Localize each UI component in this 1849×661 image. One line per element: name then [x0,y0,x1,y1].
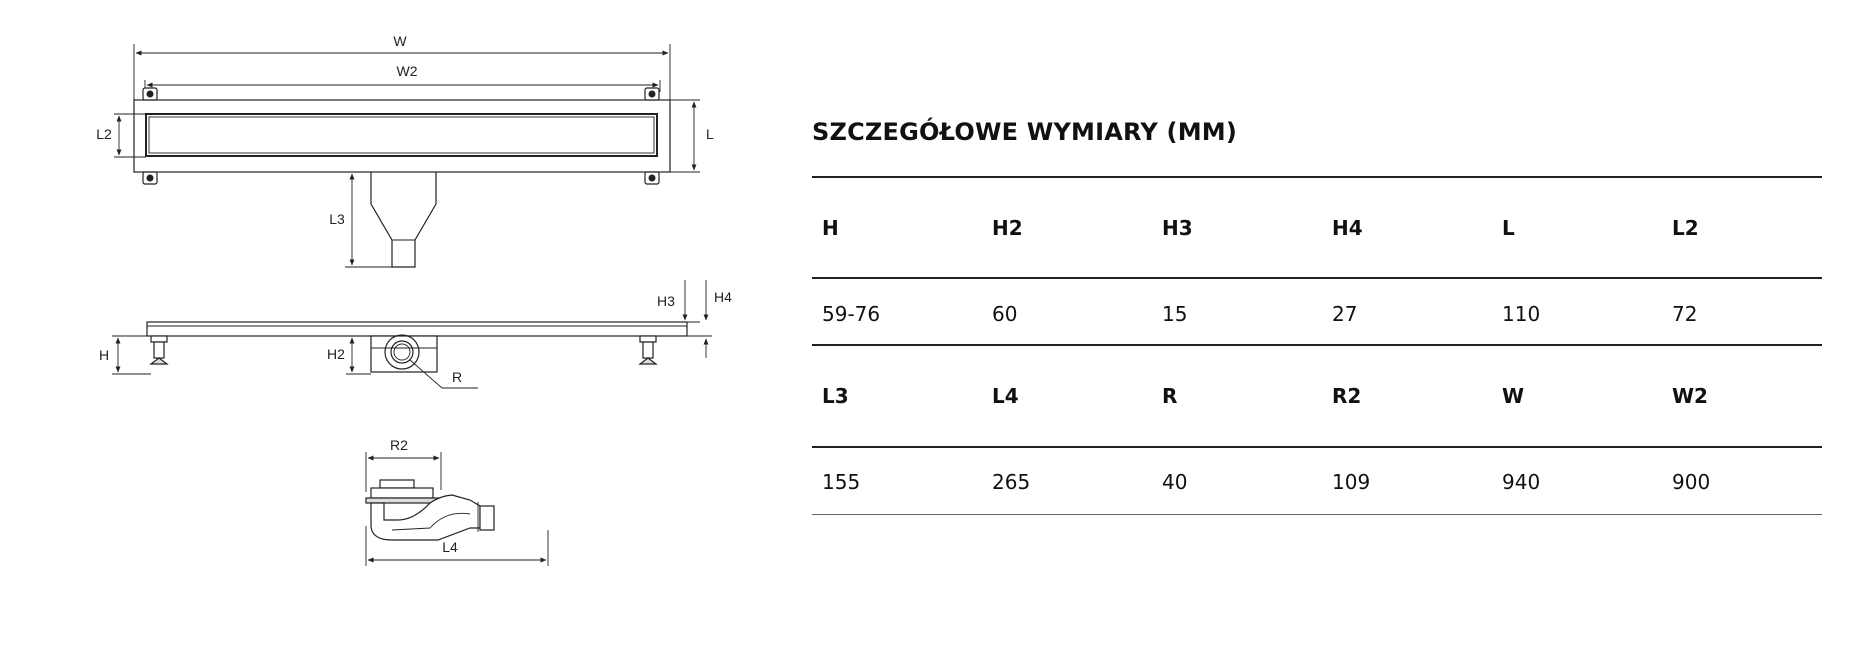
siphon-outlet [480,506,494,530]
label-h: H [98,347,110,363]
drain-grate [146,114,657,156]
header-cell: H [822,216,839,240]
label-h3: H3 [657,293,675,309]
value-cell: 110 [1502,302,1541,326]
label-w2: W2 [396,63,418,79]
label-r2: R2 [390,437,408,453]
header-cell: R2 [1332,384,1362,408]
label-l4: L4 [442,539,458,555]
table-rule [812,446,1822,448]
label-l3: L3 [329,211,345,227]
top-view [96,33,714,267]
section-title: SZCZEGÓŁOWE WYMIARY (MM) [812,118,1238,146]
value-cell: 155 [822,470,861,494]
table-rule [812,344,1822,346]
label-l2: L2 [96,126,112,142]
header-cell: L4 [992,384,1019,408]
label-h2: H2 [327,346,345,362]
label-h4: H4 [714,289,732,305]
value-cell: 59-76 [822,302,881,326]
header-cell: L3 [822,384,849,408]
header-cell: R [1162,384,1178,408]
drain-body-outline [134,100,670,172]
table-rule [812,514,1822,515]
value-cell: 27 [1332,302,1358,326]
header-cell: L2 [1672,216,1699,240]
label-l: L [706,126,714,142]
label-w: W [393,33,407,49]
outlet-funnel [371,172,436,267]
header-cell: L [1502,216,1515,240]
value-cell: 940 [1502,470,1541,494]
header-cell: H2 [992,216,1023,240]
header-cell: W2 [1672,384,1708,408]
technical-drawing [0,0,810,661]
value-cell: 900 [1672,470,1711,494]
label-r: R [452,369,463,385]
value-cell: 40 [1162,470,1188,494]
side-profile-top [147,322,687,336]
value-cell: 15 [1162,302,1188,326]
value-cell: 109 [1332,470,1371,494]
table-rule [812,176,1822,178]
value-cell: 72 [1672,302,1698,326]
header-cell: H4 [1332,216,1363,240]
table-rule [812,277,1822,279]
value-cell: 60 [992,302,1018,326]
side-view [99,280,732,388]
siphon-view [366,437,548,566]
header-cell: H3 [1162,216,1193,240]
header-cell: W [1502,384,1525,408]
value-cell: 265 [992,470,1031,494]
